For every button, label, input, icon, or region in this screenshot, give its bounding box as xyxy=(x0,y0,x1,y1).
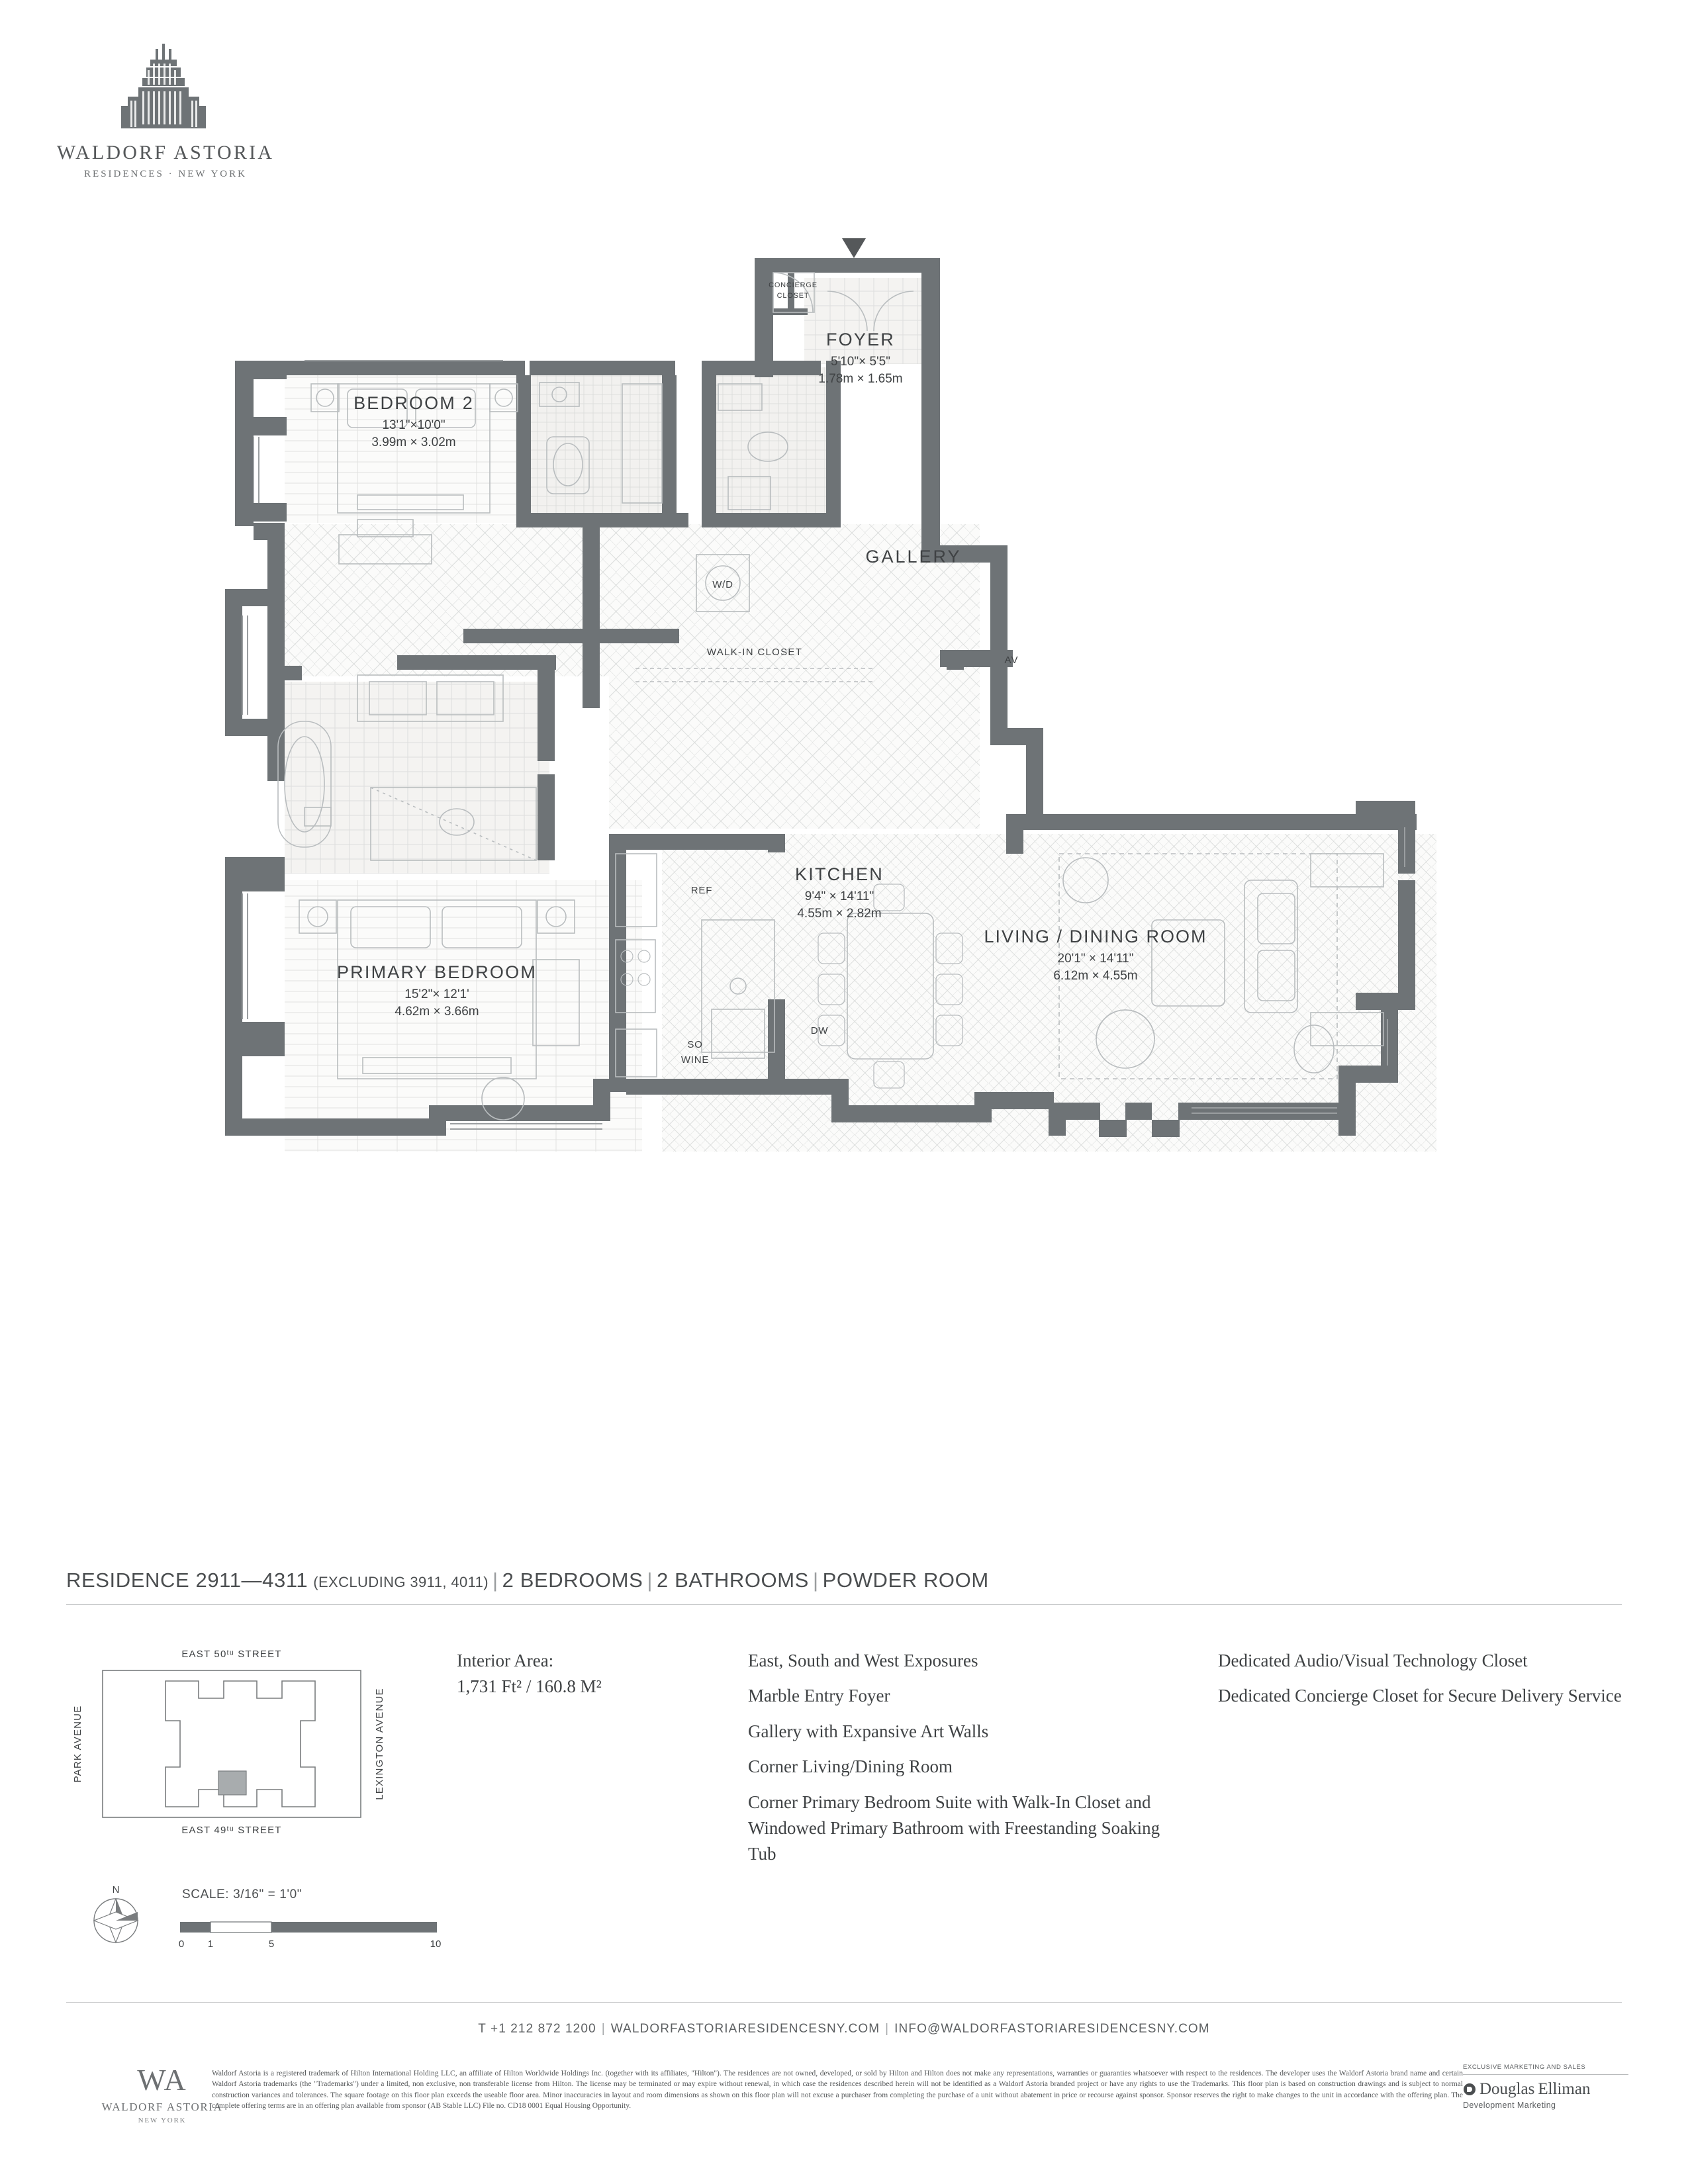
room-dim-primary-ft: 15'2"× 12'1' xyxy=(404,987,469,1001)
residence-title-row xyxy=(66,1569,1622,1605)
keymap-unit-highlight xyxy=(218,1771,246,1795)
residence-excluding: (EXCLUDING 3911, 4011) xyxy=(313,1574,489,1590)
interior-area-block xyxy=(457,1648,695,1700)
scale-tick: 1 xyxy=(207,1938,214,1950)
room-label-kitchen: KITCHEN xyxy=(795,864,884,884)
residence-number: RESIDENCE 2911—4311 xyxy=(66,1569,308,1592)
room-dim-kitchen-ft: 9'4" × 14'11" xyxy=(804,889,874,903)
feature-item: Dedicated Audio/Visual Technology Closet xyxy=(1218,1651,1528,1670)
room-dim-living-m: 6.12m × 4.55m xyxy=(1053,969,1138,983)
footer-brand-name: WALDORF ASTORIA xyxy=(101,2101,223,2113)
feature-item: Corner Living/Dining Room xyxy=(748,1756,953,1777)
keymap-avenue-right: LEXINGTON AVENUE xyxy=(374,1688,385,1800)
footer-contact xyxy=(0,2022,1688,2036)
brokerage-name-2: Elliman xyxy=(1538,2080,1591,2098)
keymap-street-bottom: EAST 49ᵗᵘ STREET xyxy=(181,1825,282,1836)
floor-plan xyxy=(0,218,1688,1396)
scale-tick: 10 xyxy=(430,1938,442,1950)
feature-item: Gallery with Expansive Art Walls xyxy=(748,1721,989,1741)
room-label-living-dining: LIVING / DINING ROOM xyxy=(984,927,1207,946)
room-label-gallery: GALLERY xyxy=(865,547,962,567)
svg-text:N: N xyxy=(112,1884,120,1895)
room-dim-foyer-ft: 5'10"× 5'5" xyxy=(831,355,890,369)
scale-bar xyxy=(179,1922,442,1950)
brand-logo xyxy=(40,40,291,180)
brokerage-name xyxy=(1463,2080,1628,2099)
footer-sep-1: | xyxy=(601,2022,606,2036)
interior-area-label: Interior Area: xyxy=(457,1651,554,1670)
room-dim-kitchen-m: 4.55m × 2.82m xyxy=(797,907,882,921)
features-column-1 xyxy=(748,1648,1185,1877)
room-dim-primary-m: 4.62m × 3.66m xyxy=(395,1005,479,1019)
label-av: AV xyxy=(1004,655,1019,666)
label-concierge-closet-1: CONCIERGE xyxy=(769,281,818,289)
room-dim-living-ft: 20'1" × 14'11" xyxy=(1057,952,1134,966)
details-section xyxy=(66,1635,1622,1913)
feature-item: Corner Primary Bedroom Suite with Walk-In Closet and Windowed Primary Bathroom with Freestanding Soaking Tub xyxy=(748,1792,1160,1864)
title-bathrooms: 2 BATHROOMS xyxy=(657,1569,809,1592)
footer-website[interactable]: WALDORFASTORIARESIDENCESNY.COM xyxy=(610,2022,880,2036)
scale-tick: 5 xyxy=(268,1938,275,1950)
brokerage-block xyxy=(1463,2064,1628,2110)
label-wd: W/D xyxy=(712,579,733,590)
features-column-2 xyxy=(1218,1648,1642,1719)
scale-tick: 0 xyxy=(178,1938,185,1950)
footer-monogram: WA xyxy=(137,2063,187,2097)
feature-item: Dedicated Concierge Closet for Secure Delivery Service xyxy=(1218,1686,1622,1706)
title-bedrooms: 2 BEDROOMS xyxy=(502,1569,643,1592)
brokerage-subtitle: Development Marketing xyxy=(1463,2101,1556,2110)
elliman-logo-icon xyxy=(1463,2083,1476,2096)
room-label-bedroom-2: BEDROOM 2 xyxy=(353,393,474,413)
title-sep-3: | xyxy=(812,1569,819,1592)
brand-subtitle: RESIDENCES · NEW YORK xyxy=(84,169,247,179)
room-label-primary-bedroom: PRIMARY BEDROOM xyxy=(336,962,538,982)
room-label-foyer: FOYER xyxy=(825,330,896,349)
title-sep-2: | xyxy=(647,1569,653,1592)
legal-disclaimer: Waldorf Astoria is a registered trademark of Hilton International Holding LLC, an affiliate of Hilton Worldwide Holdings Inc. (together with its affiliates, "Hilton"). The residences are not owned, developed, or sold by Hilton and Hilton does not make any representations, warranties or guaranties whatsoever with respect to the residences. The developer uses the Waldorf Astoria brand name and certain Waldorf Astoria trademarks (the "Trademarks") under a limited, non exclusive, non transferable license from Hilton. The license may be terminated or may expire without renewal, in which case the residences described herein will not be identified as a Waldorf Astoria branded project or have any rights to use the Trademarks. This floor plan is based on construction drawings and is subject to normal construction variances and tolerances. The square footage on this floor plan exceeds the useable floor area. Minor inaccuracies in layout and room dimensions as shown on this floor plan will not excuse a purchaser from completing the purchase of a unit without abatement in price or recourse against sponsor. Sponsor reserves the right to make changes to the unit in accordance with the offering plan. The complete offering terms are in an offering plan available from sponsor (AB Stable LLC) File no. CD18 0001 Equal Housing Opportunity. xyxy=(212,2070,1463,2110)
footer-phone: T +1 212 872 1200 xyxy=(478,2022,596,2036)
room-dim-bedroom2-ft: 13'1"×10'0" xyxy=(382,418,445,432)
keymap-street-top: EAST 50ᵗᵘ STREET xyxy=(181,1649,282,1660)
label-ref: REF xyxy=(690,885,713,896)
compass-rose xyxy=(94,1884,138,1942)
label-dw: DW xyxy=(810,1025,829,1036)
title-divider xyxy=(66,1604,1622,1605)
footer-brand-city: NEW YORK xyxy=(138,2116,187,2124)
feature-item: Marble Entry Foyer xyxy=(748,1686,890,1706)
scale-and-compass xyxy=(53,1880,463,1966)
keymap-avenue-left: PARK AVENUE xyxy=(72,1705,83,1783)
key-plan xyxy=(66,1641,404,1840)
scale-label: SCALE: 3/16" = 1'0" xyxy=(182,1888,303,1901)
title-sep-1: | xyxy=(492,1569,498,1592)
footer-divider xyxy=(66,2002,1622,2003)
feature-item: East, South and West Exposures xyxy=(748,1651,978,1670)
brokerage-name-1: Douglas xyxy=(1479,2080,1535,2098)
brokerage-eyebrow: EXCLUSIVE MARKETING AND SALES xyxy=(1463,2064,1628,2075)
room-dim-bedroom2-m: 3.99m × 3.02m xyxy=(371,435,456,449)
label-walk-in-closet: WALK-IN CLOSET xyxy=(706,647,803,658)
footer-email[interactable]: INFO@WALDORFASTORIARESIDENCESNY.COM xyxy=(894,2022,1210,2036)
waldorf-tower-icon xyxy=(40,40,291,132)
room-dim-foyer-m: 1.78m × 1.65m xyxy=(818,372,903,386)
interior-area-value: 1,731 Ft² / 160.8 M² xyxy=(457,1676,602,1697)
footer-sep-2: | xyxy=(885,2022,890,2036)
title-powder-room: POWDER ROOM xyxy=(822,1569,989,1592)
brand-name: WALDORF ASTORIA xyxy=(56,142,275,163)
label-wine: WINE xyxy=(680,1054,710,1066)
label-concierge-closet-2: CLOSET xyxy=(776,292,810,300)
label-so: SO xyxy=(687,1039,703,1050)
